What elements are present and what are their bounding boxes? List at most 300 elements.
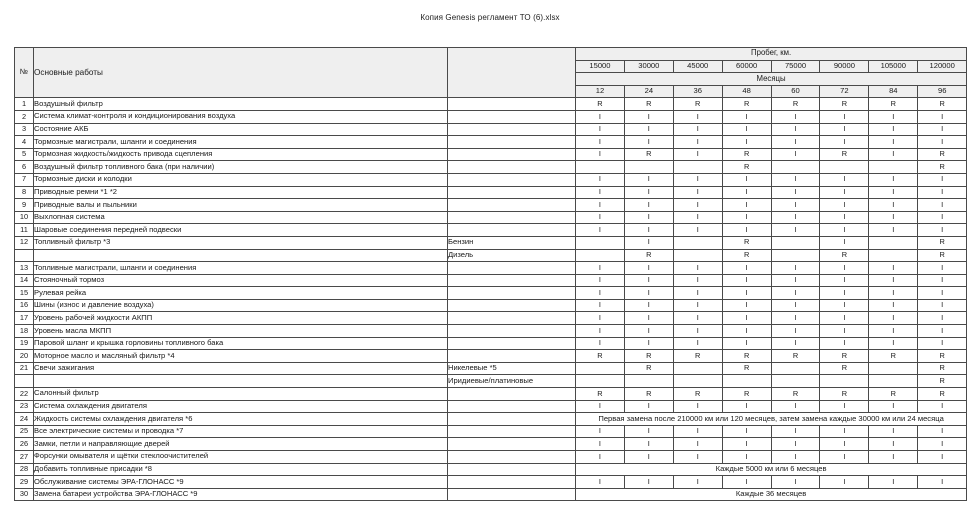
row-interval-value: I [918,110,967,123]
row-interval-value: I [722,199,771,212]
row-interval-value: I [869,325,918,338]
row-interval-value [624,161,673,174]
document-title: Копия Genesis регламент ТО (6).xlsx [420,13,560,22]
table-body [15,98,967,501]
header-row-mileage-group [15,48,967,61]
row-interval-value [576,249,625,262]
header-tick-month-7: 96 [918,85,967,98]
header-tick-mileage-6: 105000 [869,60,918,73]
row-interval-value: R [771,350,820,363]
row-interval-value: I [918,274,967,287]
row-interval-value: I [673,438,722,451]
row-interval-value: I [771,224,820,237]
row-interval-value: R [624,98,673,111]
row-interval-value: I [722,274,771,287]
table-row [15,375,967,388]
row-interval-value: R [771,388,820,401]
row-work-label: Обслуживание системы ЭРА-ГЛОНАСС *9 [34,476,448,489]
row-interval-value: I [624,199,673,212]
row-interval-value: I [820,173,869,186]
row-interval-value [576,362,625,375]
table-row [15,136,967,149]
row-work-label: Моторное масло и масляный фильтр *4 [34,350,448,363]
row-interval-value: I [722,325,771,338]
row-interval-value [869,161,918,174]
row-interval-value: R [820,148,869,161]
row-interval-value: I [918,337,967,350]
row-work-label: Жидкость системы охлаждения двигателя *6 [34,413,448,426]
row-interval-value: I [673,337,722,350]
row-interval-value: I [673,312,722,325]
row-work-label: Добавить топливные присадки *8 [34,463,448,476]
row-interval-value: I [869,199,918,212]
row-interval-value: I [820,425,869,438]
row-interval-value: R [673,388,722,401]
table-row [15,249,967,262]
row-interval-value: I [722,400,771,413]
row-subtype-label [448,463,576,476]
row-interval-value: I [624,400,673,413]
row-interval-value: I [771,400,820,413]
row-work-label: Замена батареи устройства ЭРА-ГЛОНАСС *9 [34,488,448,501]
header-tick-month-1: 24 [624,85,673,98]
row-interval-value: R [722,350,771,363]
maintenance-schedule-table [14,47,967,501]
row-number: 16 [15,299,34,312]
row-number: 3 [15,123,34,136]
row-interval-value: I [820,438,869,451]
row-subtype-label [448,199,576,212]
row-interval-value: I [624,123,673,136]
row-subtype-label [448,123,576,136]
row-interval-value: I [576,110,625,123]
row-interval-value [869,362,918,375]
table-row [15,400,967,413]
row-interval-value: I [771,148,820,161]
row-number: 28 [15,463,34,476]
row-interval-value: I [869,186,918,199]
row-interval-value: R [624,362,673,375]
row-number [15,249,34,262]
row-interval-value: I [722,110,771,123]
row-interval-value: I [576,476,625,489]
row-interval-value: I [576,312,625,325]
row-number: 5 [15,148,34,161]
table-row [15,463,967,476]
row-interval-value: R [918,161,967,174]
row-interval-value: I [869,136,918,149]
row-interval-value: I [722,476,771,489]
table-row [15,173,967,186]
header-tick-mileage-7: 120000 [918,60,967,73]
row-work-label: Топливные магистрали, шланги и соединения [34,262,448,275]
header-group-mileage: Пробег, км. [576,48,967,61]
row-interval-value: I [673,110,722,123]
row-work-label: Тормозные диски и колодки [34,173,448,186]
row-number: 7 [15,173,34,186]
row-interval-value: R [576,350,625,363]
row-interval-value: I [869,425,918,438]
row-interval-value: I [624,287,673,300]
row-number: 10 [15,211,34,224]
table-header [15,48,967,98]
table-row [15,262,967,275]
row-interval-value: I [624,325,673,338]
header-tick-mileage-2: 45000 [673,60,722,73]
row-interval-value: I [771,287,820,300]
row-work-label: Топливный фильтр *3 [34,236,448,249]
row-merged-note: Первая замена после 210000 км или 120 месяцев, затем замена каждые 30000 км или 24 месяца [576,413,967,426]
row-interval-value: I [722,312,771,325]
row-work-label: Форсунки омывателя и щётки стеклоочистителей [34,451,448,464]
row-interval-value: I [918,438,967,451]
row-interval-value: I [673,173,722,186]
row-number: 13 [15,262,34,275]
row-interval-value: R [722,249,771,262]
row-work-label: Выхлопная система [34,211,448,224]
row-subtype-label [448,148,576,161]
row-interval-value: I [771,476,820,489]
row-interval-value: I [722,438,771,451]
row-number [15,375,34,388]
row-interval-value: R [820,350,869,363]
row-work-label: Салонный фильтр [34,388,448,401]
row-subtype-label [448,488,576,501]
table-row [15,312,967,325]
row-interval-value: I [722,173,771,186]
row-interval-value: I [576,337,625,350]
row-interval-value: I [869,337,918,350]
row-interval-value [820,161,869,174]
row-interval-value: I [918,123,967,136]
row-interval-value: I [869,299,918,312]
header-tick-month-5: 72 [820,85,869,98]
row-interval-value: I [624,274,673,287]
row-subtype-label [448,476,576,489]
row-interval-value: I [624,136,673,149]
row-interval-value: I [624,312,673,325]
row-number: 8 [15,186,34,199]
row-interval-value: I [624,425,673,438]
row-interval-value: I [722,211,771,224]
row-interval-value: I [673,199,722,212]
row-interval-value: I [820,110,869,123]
row-interval-value: I [869,312,918,325]
row-subtype-label [448,451,576,464]
row-subtype-label [448,136,576,149]
row-work-label: Состояние АКБ [34,123,448,136]
row-subtype-label [448,425,576,438]
row-work-label: Шины (износ и давление воздуха) [34,299,448,312]
row-subtype-label: Бензин [448,236,576,249]
row-interval-value: I [771,123,820,136]
row-interval-value [673,362,722,375]
header-cell-work: Основные работы [34,48,448,98]
row-number: 6 [15,161,34,174]
table-row [15,438,967,451]
row-interval-value: I [771,199,820,212]
row-subtype-label: Никелевые *5 [448,362,576,375]
header-tick-month-2: 36 [673,85,722,98]
row-interval-value: R [576,98,625,111]
table-row [15,211,967,224]
row-interval-value: I [869,287,918,300]
table-row [15,451,967,464]
row-interval-value: I [624,211,673,224]
row-interval-value: I [820,211,869,224]
row-number: 12 [15,236,34,249]
row-interval-value: I [576,211,625,224]
row-interval-value: R [869,98,918,111]
row-interval-value: I [722,262,771,275]
row-interval-value: I [771,425,820,438]
header-cell-number: № [15,48,34,98]
header-tick-mileage-0: 15000 [576,60,625,73]
row-interval-value: R [869,350,918,363]
row-interval-value: I [624,337,673,350]
row-work-label: Свечи зажигания [34,362,448,375]
row-subtype-label [448,262,576,275]
row-interval-value: R [673,350,722,363]
row-interval-value [869,236,918,249]
row-interval-value: R [722,236,771,249]
table-row [15,413,967,426]
header-tick-month-3: 48 [722,85,771,98]
row-interval-value: I [624,224,673,237]
row-interval-value: I [869,123,918,136]
row-number: 9 [15,199,34,212]
row-interval-value: R [918,388,967,401]
row-number: 4 [15,136,34,149]
table-row [15,299,967,312]
row-interval-value: I [869,148,918,161]
row-number: 30 [15,488,34,501]
table-row [15,388,967,401]
header-tick-mileage-3: 60000 [722,60,771,73]
row-merged-note: Каждые 36 месяцев [576,488,967,501]
row-interval-value: I [771,299,820,312]
row-interval-value: I [624,186,673,199]
row-interval-value: I [576,287,625,300]
row-interval-value [576,161,625,174]
row-subtype-label [448,274,576,287]
table-row [15,186,967,199]
row-interval-value: I [576,438,625,451]
row-interval-value: I [624,476,673,489]
row-interval-value [673,161,722,174]
row-interval-value: I [771,438,820,451]
row-interval-value: I [576,173,625,186]
table-row [15,425,967,438]
row-interval-value: I [673,211,722,224]
row-interval-value: I [869,262,918,275]
row-number: 14 [15,274,34,287]
row-interval-value [771,362,820,375]
row-interval-value: I [820,451,869,464]
header-tick-mileage-1: 30000 [624,60,673,73]
row-interval-value [673,236,722,249]
row-interval-value: I [918,211,967,224]
row-interval-value: I [624,110,673,123]
row-subtype-label [448,98,576,111]
row-interval-value: I [624,173,673,186]
row-interval-value: R [576,388,625,401]
row-interval-value: I [576,123,625,136]
table-row [15,287,967,300]
row-interval-value: I [820,136,869,149]
row-work-label [34,375,448,388]
row-number: 19 [15,337,34,350]
row-interval-value: R [722,148,771,161]
row-interval-value: I [771,136,820,149]
row-number: 23 [15,400,34,413]
row-merged-note: Каждые 5000 км или 6 месяцев [576,463,967,476]
row-interval-value: I [576,136,625,149]
row-number: 21 [15,362,34,375]
row-interval-value: I [918,425,967,438]
row-interval-value: I [820,199,869,212]
row-number: 24 [15,413,34,426]
row-interval-value: I [820,337,869,350]
row-interval-value: I [673,123,722,136]
table-row [15,325,967,338]
row-interval-value: I [673,325,722,338]
row-number: 29 [15,476,34,489]
row-interval-value [771,161,820,174]
row-interval-value: R [918,375,967,388]
row-work-label: Уровень рабочей жидкости АКПП [34,312,448,325]
header-tick-month-4: 60 [771,85,820,98]
table-row [15,350,967,363]
row-interval-value: I [918,224,967,237]
row-interval-value: I [673,262,722,275]
row-interval-value: I [918,451,967,464]
row-interval-value: I [820,274,869,287]
row-interval-value: I [820,262,869,275]
row-interval-value: R [918,98,967,111]
row-number: 1 [15,98,34,111]
row-interval-value: I [576,148,625,161]
row-interval-value: I [869,110,918,123]
row-interval-value: I [624,451,673,464]
row-work-label: Тормозная жидкость/жидкость привода сцепления [34,148,448,161]
row-interval-value: I [918,136,967,149]
row-interval-value [771,236,820,249]
row-interval-value: I [576,199,625,212]
row-work-label: Паровой шланг и крышка горловины топливного бака [34,337,448,350]
row-interval-value: I [820,287,869,300]
row-interval-value: I [918,262,967,275]
row-subtype-label [448,110,576,123]
row-interval-value: I [673,274,722,287]
row-number: 27 [15,451,34,464]
row-interval-value: I [918,199,967,212]
header-tick-month-0: 12 [576,85,625,98]
row-interval-value: I [673,299,722,312]
row-interval-value: I [820,299,869,312]
table-row [15,476,967,489]
row-interval-value [722,375,771,388]
row-interval-value: R [918,249,967,262]
row-interval-value: I [869,400,918,413]
row-interval-value: I [722,287,771,300]
row-interval-value: R [820,388,869,401]
row-interval-value [820,375,869,388]
row-interval-value [576,375,625,388]
row-work-label: Все электрические системы и проводка *7 [34,425,448,438]
row-interval-value: I [869,476,918,489]
row-work-label: Воздушный фильтр [34,98,448,111]
row-number: 2 [15,110,34,123]
row-interval-value: I [820,123,869,136]
row-interval-value: I [820,400,869,413]
row-interval-value: I [673,451,722,464]
row-work-label: Шаровые соединения передней подвески [34,224,448,237]
row-interval-value: I [722,337,771,350]
row-interval-value: I [820,325,869,338]
row-interval-value: R [869,388,918,401]
row-work-label: Приводные ремни *1 *2 [34,186,448,199]
table-row [15,362,967,375]
row-interval-value: I [576,325,625,338]
row-number: 17 [15,312,34,325]
row-interval-value: R [820,98,869,111]
row-number: 20 [15,350,34,363]
row-interval-value: I [869,451,918,464]
row-interval-value: I [771,312,820,325]
row-interval-value: I [624,262,673,275]
row-interval-value: R [722,388,771,401]
row-work-label: Стояночный тормоз [34,274,448,287]
row-interval-value: R [918,350,967,363]
row-interval-value: R [673,98,722,111]
row-interval-value: I [624,438,673,451]
row-interval-value: I [722,299,771,312]
table-row [15,161,967,174]
row-interval-value: R [722,161,771,174]
row-number: 11 [15,224,34,237]
row-work-label [34,249,448,262]
row-work-label: Тормозные магистрали, шланги и соединения [34,136,448,149]
row-interval-value: I [722,136,771,149]
row-interval-value: I [869,224,918,237]
row-interval-value [624,375,673,388]
row-interval-value: I [722,186,771,199]
row-interval-value: R [722,98,771,111]
row-interval-value: I [918,173,967,186]
row-number: 15 [15,287,34,300]
header-tick-mileage-4: 75000 [771,60,820,73]
row-subtype-label [448,161,576,174]
row-interval-value: I [820,224,869,237]
table-row [15,199,967,212]
row-interval-value: I [576,262,625,275]
row-interval-value: I [576,186,625,199]
row-interval-value [771,375,820,388]
row-interval-value: R [918,362,967,375]
table-row [15,488,967,501]
row-interval-value [673,249,722,262]
row-work-label: Система охлаждения двигателя [34,400,448,413]
row-interval-value: R [918,148,967,161]
row-subtype-label [448,299,576,312]
row-interval-value [771,249,820,262]
row-interval-value: I [722,425,771,438]
row-interval-value: I [673,476,722,489]
row-interval-value: I [673,224,722,237]
row-interval-value: I [869,173,918,186]
table-row [15,236,967,249]
